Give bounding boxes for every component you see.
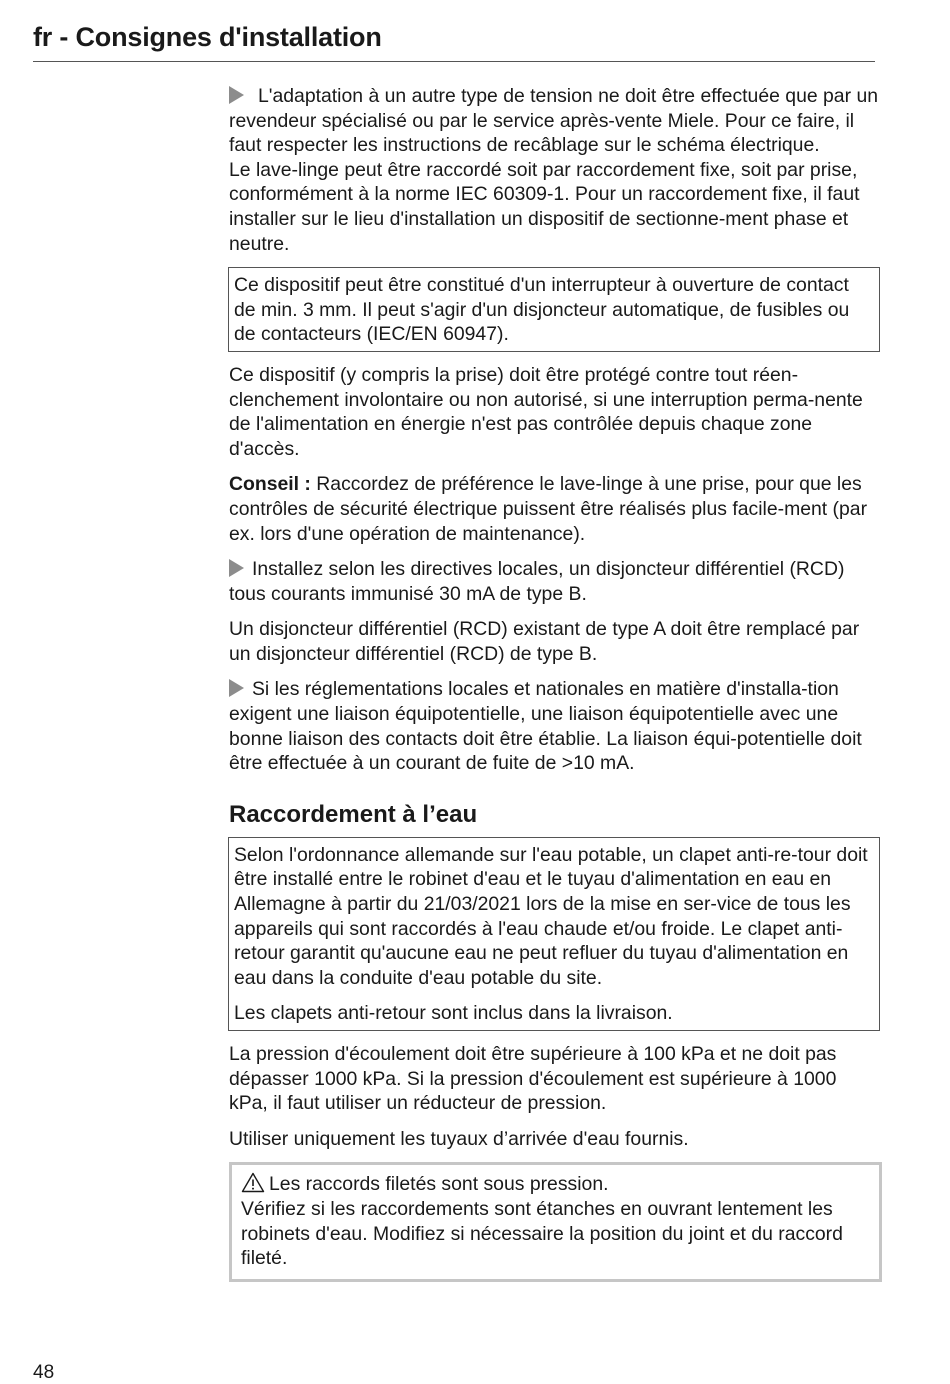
warning-triangle-icon bbox=[241, 1172, 265, 1193]
paragraph-rcd-replace: Un disjoncteur différentiel (RCD) existant de type A doit être remplacé par un disjoncteur différentiel (RCD) de type B. bbox=[229, 618, 860, 665]
page-title: fr - Consignes d'installation bbox=[33, 22, 382, 52]
warning-title: Les raccords filetés sont sous pression. bbox=[269, 1173, 609, 1196]
paragraph-voltage-text: L'adaptation à un autre type de tension ne doit être effectuée que par un revendeur spécialisé ou par le service après-vente Miele. Pour ce faire, il faut respecter les instructions de recâblage sur le schéma électrique. bbox=[229, 85, 879, 157]
paragraph-hoses: Utiliser uniquement les tuyaux d’arrivée d'eau fournis. bbox=[229, 1127, 689, 1150]
title-divider bbox=[33, 61, 875, 62]
paragraph-reconnection: Ce dispositif (y compris la prise) doit être protégé contre tout réen-clenchement involontaire ou non autorisé, si une interruption perma-nente de l'alimentation en énergie n'est pas contrôlée depuis chaque zone d'accès. bbox=[229, 363, 863, 460]
paragraph-rcd bbox=[229, 557, 879, 606]
info-box-isolator bbox=[228, 267, 880, 352]
warning-text: Vérifiez si les raccordements sont étanches en ouvrant lentement les robinets d'eau. Modifiez si nécessaire la position du joint et du raccord fileté. bbox=[241, 1197, 843, 1270]
warning-title-line bbox=[241, 1172, 870, 1197]
paragraph-rcd-text: Installez selon les directives locales, un disjoncteur différentiel (RCD) tous courants immunisé 30 mA de type B. bbox=[229, 558, 845, 605]
info-box-backflow-text: Selon l'ordonnance allemande sur l'eau potable, un clapet anti-re-tour doit être installé entre le robinet d'eau et le tuyau d'alimentation en eau en Allemagne à partir du 21/03/2021 lors de la mise en ser-vice de tous les appareils qui sont raccordés à l'eau chaude et/ou froide. Le clapet anti-retour garantit qu'aucune eau ne peut refluer du tuyau d'alimentation en eau dans la conduite d'eau potable du site. bbox=[234, 843, 868, 989]
info-box-backflow-note: Les clapets anti-retour sont inclus dans la livraison. bbox=[234, 1002, 673, 1025]
paragraph-equipotential bbox=[229, 677, 879, 775]
tip-text: Raccordez de préférence le lave-linge à une prise, pour que les contrôles de sécurité électrique puissent être réalisés plus facile-ment (par ex. lors d'une opération de maintenance). bbox=[229, 473, 868, 545]
instruction-arrow-icon bbox=[229, 559, 244, 577]
info-box-backflow bbox=[228, 837, 880, 1031]
paragraph-equipotential-text: Si les réglementations locales et nationales en matière d'installa-tion exigent une liaison équipotentielle, une liaison équipotentielle avec une bonne liaison des contacts doit être établie. La liaison équi-potentielle doit être effectuée à un courant de fuite de >10 mA. bbox=[229, 678, 862, 775]
info-box-isolator-text: Ce dispositif peut être constitué d'un interrupteur à ouverture de contact de min. 3 mm. Il peut s'agir d'un disjoncteur automatique, de fusibles ou de contacteurs (IEC/EN 60947). bbox=[234, 274, 850, 346]
section-heading-water: Raccordement à l’eau bbox=[229, 800, 478, 828]
content-column bbox=[229, 84, 879, 1282]
tip-label: Conseil : bbox=[229, 473, 311, 496]
warning-box bbox=[229, 1162, 882, 1281]
page-number: 48 bbox=[33, 1362, 55, 1383]
instruction-arrow-icon bbox=[229, 86, 244, 104]
paragraph-pressure: La pression d'écoulement doit être supérieure à 100 kPa et ne doit pas dépasser 1000 kPa. Si la pression d'écoulement est supérieure à 1000 kPa, il faut utiliser un réducteur de pression. bbox=[229, 1043, 837, 1115]
instruction-arrow-icon bbox=[229, 679, 244, 697]
paragraph-voltage bbox=[229, 84, 879, 158]
paragraph-connection: Le lave-linge peut être raccordé soit par raccordement fixe, soit par prise, conformément à la norme IEC 60309-1. Pour un raccordement fixe, il faut installer sur le lieu d'installation un dispositif de sectionne-ment phase et neutre. bbox=[229, 158, 860, 255]
paragraph-tip bbox=[229, 472, 879, 546]
